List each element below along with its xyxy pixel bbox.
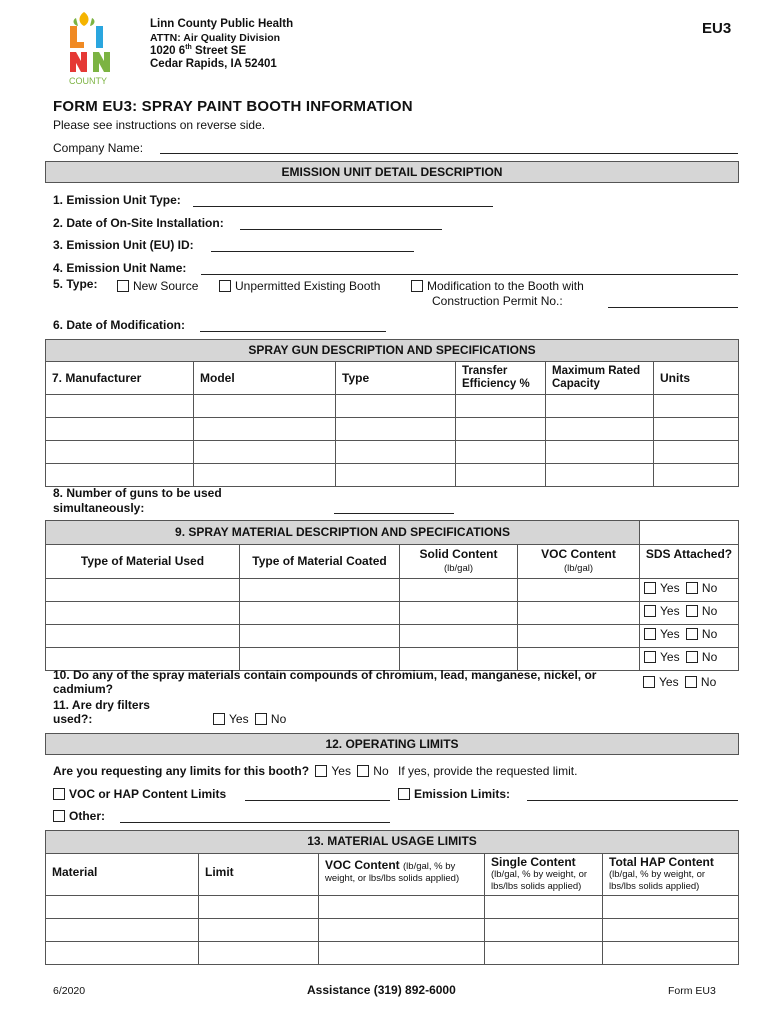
q6-label: 6. Date of Modification: xyxy=(53,318,185,332)
table-cell[interactable] xyxy=(240,579,400,602)
company-name-field[interactable] xyxy=(160,153,738,154)
instructions-note: Please see instructions on reverse side. xyxy=(53,118,266,132)
logo-county-text: COUNTY xyxy=(69,76,107,86)
material-usage-header: 13. MATERIAL USAGE LIMITS xyxy=(46,831,739,854)
sds-cell: Yes No xyxy=(640,579,739,602)
table-cell[interactable] xyxy=(46,625,240,648)
table-row xyxy=(46,625,739,648)
table-cell[interactable] xyxy=(456,395,546,418)
emission-limits-field[interactable] xyxy=(527,800,738,801)
col-usage-voc: VOC Content (lb/gal, % by weight, or lbs/lbs solids applied) xyxy=(319,854,485,896)
table-cell[interactable] xyxy=(546,395,654,418)
table-cell[interactable] xyxy=(199,919,319,942)
sds-cell: Yes No xyxy=(640,625,739,648)
table-cell[interactable] xyxy=(194,395,336,418)
col-solid-content: Solid Content (lb/gal) xyxy=(400,545,518,579)
table-cell[interactable] xyxy=(336,464,456,487)
table-cell[interactable] xyxy=(485,942,603,965)
table-cell[interactable] xyxy=(46,919,199,942)
q3-label: 3. Emission Unit (EU) ID: xyxy=(53,238,194,252)
installation-date-field[interactable] xyxy=(240,229,442,230)
footer-form: Form EU3 xyxy=(668,985,716,997)
table-row xyxy=(46,602,739,625)
col-units: Units xyxy=(654,362,739,395)
col-type: Type xyxy=(336,362,456,395)
col-material-coated: Type of Material Coated xyxy=(240,545,400,579)
table-cell[interactable] xyxy=(654,441,739,464)
checkbox[interactable] xyxy=(53,810,65,822)
checkbox[interactable] xyxy=(643,676,655,688)
table-cell[interactable] xyxy=(654,418,739,441)
footer-assistance: Assistance (319) 892-6000 xyxy=(307,983,456,997)
checkbox[interactable] xyxy=(685,676,697,688)
table-cell[interactable] xyxy=(194,464,336,487)
attn-line: ATTN: Air Quality Division xyxy=(150,32,281,44)
table-cell[interactable] xyxy=(485,919,603,942)
table-cell[interactable] xyxy=(46,418,194,441)
spray-gun-header: SPRAY GUN DESCRIPTION AND SPECIFICATIONS xyxy=(46,340,739,362)
checkbox[interactable] xyxy=(213,713,225,725)
col-usage-material: Material xyxy=(46,854,199,896)
checkbox[interactable] xyxy=(219,280,231,292)
checkbox[interactable] xyxy=(686,651,698,663)
q11-label: 11. Are dry filters used?: xyxy=(53,698,150,726)
limits-question: Are you requesting any limits for this booth? xyxy=(53,764,310,778)
table-cell[interactable] xyxy=(336,418,456,441)
checkbox[interactable] xyxy=(644,582,656,594)
street-line: 1020 6th Street SE xyxy=(150,44,247,57)
table-cell[interactable] xyxy=(199,896,319,919)
col-sds-attached: SDS Attached? xyxy=(640,545,739,579)
q8-label: 8. Number of guns to be used simultaneously: xyxy=(53,486,222,515)
emission-unit-type-field[interactable] xyxy=(193,206,493,207)
linn-county-logo xyxy=(66,10,118,86)
col-usage-limit: Limit xyxy=(199,854,319,896)
table-cell[interactable] xyxy=(456,464,546,487)
table-row xyxy=(46,441,739,464)
table-cell[interactable] xyxy=(240,602,400,625)
limits-question-row: Are you requesting any limits for this booth? Yes No If yes, provide the requested limit. xyxy=(53,764,578,778)
table-cell[interactable] xyxy=(46,602,240,625)
form-code: EU3 xyxy=(702,20,732,37)
sds-cell: Yes No xyxy=(640,648,739,671)
spray-material-header: 9. SPRAY MATERIAL DESCRIPTION AND SPECIFICATIONS xyxy=(46,521,640,545)
table-cell[interactable] xyxy=(603,919,739,942)
checkbox[interactable] xyxy=(53,788,65,800)
col-model: Model xyxy=(194,362,336,395)
footer-date: 6/2020 xyxy=(53,985,86,997)
sds-cell: Yes No xyxy=(640,602,739,625)
q5-label: 5. Type: xyxy=(53,277,98,291)
q2-label: 2. Date of On-Site Installation: xyxy=(53,216,224,230)
table-row xyxy=(46,942,739,965)
material-usage-table xyxy=(45,830,739,965)
table-cell[interactable] xyxy=(546,464,654,487)
company-name-label: Company Name: xyxy=(53,141,144,155)
table-cell[interactable] xyxy=(46,579,240,602)
table-cell[interactable] xyxy=(654,464,739,487)
table-row xyxy=(46,395,739,418)
checkbox[interactable] xyxy=(315,765,327,777)
table-cell[interactable] xyxy=(603,942,739,965)
checkbox[interactable] xyxy=(644,605,656,617)
eu-id-field[interactable] xyxy=(211,251,414,252)
other-limits-field[interactable] xyxy=(120,822,390,823)
table-cell[interactable] xyxy=(319,919,485,942)
table-cell[interactable] xyxy=(400,602,518,625)
col-usage-single: Single Content (lb/gal, % by weight, or lbs/lbs solids applied) xyxy=(485,854,603,896)
table-cell[interactable] xyxy=(485,896,603,919)
table-cell[interactable] xyxy=(194,418,336,441)
table-row xyxy=(46,896,739,919)
checkbox[interactable] xyxy=(644,628,656,640)
table-row xyxy=(46,418,739,441)
table-cell[interactable] xyxy=(456,441,546,464)
q10-options: Yes No xyxy=(643,675,716,689)
table-cell[interactable] xyxy=(319,896,485,919)
other-limits-option[interactable]: Other: xyxy=(53,809,105,823)
table-cell[interactable] xyxy=(400,625,518,648)
q11-options: Yes No xyxy=(213,712,286,726)
checkbox[interactable] xyxy=(686,628,698,640)
table-row xyxy=(46,579,739,602)
table-cell[interactable] xyxy=(518,579,640,602)
col-voc-content: VOC Content (lb/gal) xyxy=(518,545,640,579)
table-cell[interactable] xyxy=(46,464,194,487)
table-cell[interactable] xyxy=(546,441,654,464)
spray-material-table xyxy=(45,520,739,671)
modification-date-field[interactable] xyxy=(200,331,386,332)
table-row xyxy=(46,464,739,487)
table-row xyxy=(46,919,739,942)
table-cell[interactable] xyxy=(199,942,319,965)
table-cell[interactable] xyxy=(336,441,456,464)
checkbox[interactable] xyxy=(357,765,369,777)
table-cell[interactable] xyxy=(46,942,199,965)
type-modification-option[interactable]: Modification to the Booth with xyxy=(411,279,584,293)
table-cell[interactable] xyxy=(194,441,336,464)
table-cell[interactable] xyxy=(319,942,485,965)
table-cell[interactable] xyxy=(336,395,456,418)
table-cell[interactable] xyxy=(46,441,194,464)
checkbox[interactable] xyxy=(255,713,267,725)
col-transfer-efficiency: Transfer Efficiency % xyxy=(456,362,546,395)
q4-label: 4. Emission Unit Name: xyxy=(53,261,187,275)
construction-permit-label: Construction Permit No.: xyxy=(432,294,563,308)
operating-limits-header: 12. OPERATING LIMITS xyxy=(45,733,739,755)
col-usage-hap: Total HAP Content (lb/gal, % by weight, or lbs/lbs solids applied) xyxy=(603,854,739,896)
form-title: FORM EU3: SPRAY PAINT BOOTH INFORMATION xyxy=(53,98,413,115)
emission-section-header: EMISSION UNIT DETAIL DESCRIPTION xyxy=(45,161,739,183)
eu-name-field[interactable] xyxy=(201,274,738,275)
table-cell[interactable] xyxy=(518,602,640,625)
table-cell[interactable] xyxy=(603,896,739,919)
col-material-used: Type of Material Used xyxy=(46,545,240,579)
table-cell[interactable] xyxy=(46,896,199,919)
q10-label: 10. Do any of the spray materials contain compounds of chromium, lead, manganese, nickel, or cadmium? xyxy=(53,668,597,696)
table-cell[interactable] xyxy=(400,579,518,602)
emission-limits-option[interactable]: Emission Limits: xyxy=(398,787,510,801)
table-cell[interactable] xyxy=(46,395,194,418)
table-cell[interactable] xyxy=(518,625,640,648)
table-cell[interactable] xyxy=(654,395,739,418)
checkbox[interactable] xyxy=(411,280,423,292)
checkbox[interactable] xyxy=(117,280,129,292)
checkbox[interactable] xyxy=(686,605,698,617)
type-existing-option[interactable]: Unpermitted Existing Booth xyxy=(219,279,380,293)
table-cell[interactable] xyxy=(456,418,546,441)
table-cell[interactable] xyxy=(546,418,654,441)
city-line: Cedar Rapids, IA 52401 xyxy=(150,58,277,70)
col-max-capacity: Maximum Rated Capacity xyxy=(546,362,654,395)
voc-hap-limits-field[interactable] xyxy=(245,800,390,801)
num-guns-field[interactable] xyxy=(334,513,454,514)
spray-gun-table xyxy=(45,339,739,487)
checkbox[interactable] xyxy=(644,651,656,663)
col-manufacturer: 7. Manufacturer xyxy=(46,362,194,395)
voc-hap-limits-option[interactable]: VOC or HAP Content Limits xyxy=(53,787,226,801)
construction-permit-field[interactable] xyxy=(608,307,738,308)
type-new-source-option[interactable]: New Source xyxy=(117,279,198,293)
org-name: Linn County Public Health xyxy=(150,18,294,30)
checkbox[interactable] xyxy=(398,788,410,800)
checkbox[interactable] xyxy=(686,582,698,594)
table-cell[interactable] xyxy=(240,625,400,648)
q1-label: 1. Emission Unit Type: xyxy=(53,193,181,207)
